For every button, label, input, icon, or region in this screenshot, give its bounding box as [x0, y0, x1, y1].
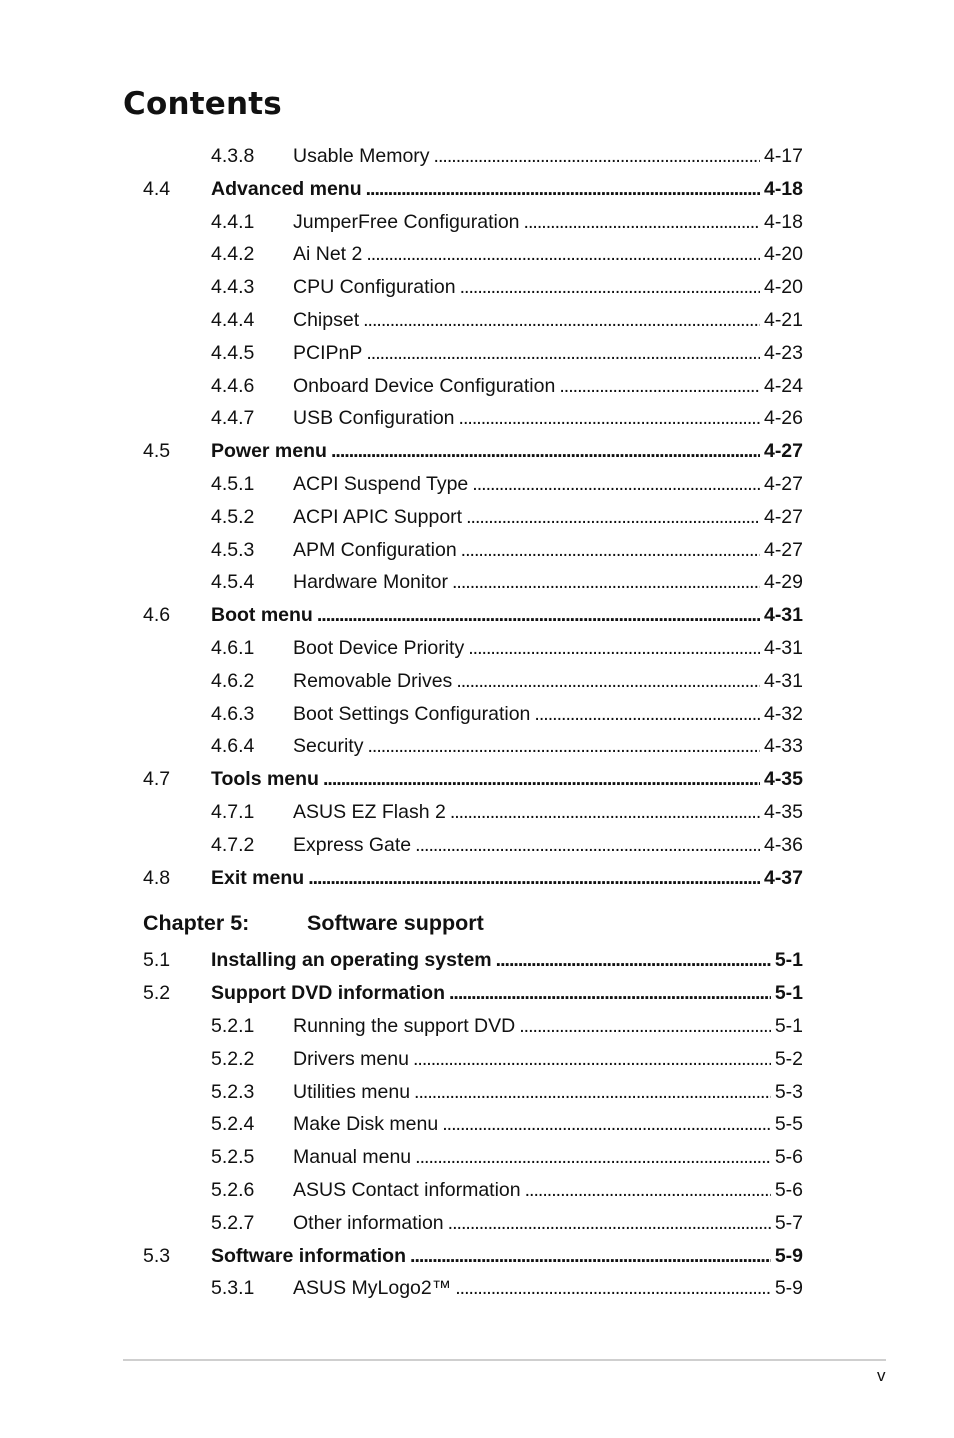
toc-entry-page: 4-31	[763, 669, 803, 692]
toc-section-entry[interactable]	[0, 1240, 954, 1273]
toc-entry-page: 4-35	[763, 800, 803, 823]
toc-dot-leader	[448, 1207, 771, 1240]
toc-entry-title: Hardware Monitor	[293, 571, 448, 594]
toc-entry-page: 4-26	[763, 407, 803, 430]
toc-entry-title: Running the support DVD	[293, 1014, 516, 1037]
toc-entry-number: 4.6.2	[211, 669, 255, 692]
toc-entry-title: Software information	[211, 1244, 407, 1267]
toc-dot-leader	[496, 944, 771, 977]
toc-entry-title: APM Configuration	[293, 538, 457, 561]
toc-entry-page: 5-7	[774, 1211, 803, 1234]
toc-entry-page: 4-37	[763, 866, 803, 889]
toc-dot-leader	[434, 140, 760, 173]
toc-entry-page: 4-23	[763, 341, 803, 364]
toc-entry-leader-line	[293, 501, 803, 534]
toc-entry-number: 4.6	[143, 604, 171, 627]
toc-entry-number: 4.7.2	[211, 833, 255, 856]
toc-entry-page: 4-17	[763, 145, 803, 167]
toc-subsection-entry[interactable]	[0, 829, 954, 862]
toc-entry-leader-line	[293, 370, 803, 403]
toc-dot-leader	[366, 173, 760, 206]
toc-dot-leader	[534, 698, 760, 731]
toc-dot-leader	[525, 1174, 771, 1207]
toc-entry-number: 4.4.7	[211, 407, 255, 430]
toc-entry-number: 5.3.1	[211, 1277, 255, 1300]
toc-subsection-entry[interactable]	[0, 304, 954, 337]
toc-dot-leader	[449, 977, 771, 1010]
toc-entry-title: Onboard Device Configuration	[293, 374, 556, 397]
toc-entry-number: 4.5.2	[211, 505, 255, 528]
toc-entry-title: Installing an operating system	[211, 949, 492, 972]
toc-entry-title: Exit menu	[211, 866, 305, 889]
toc-entry-number: 4.7.1	[211, 800, 255, 823]
toc-subsection-entry[interactable]	[0, 1174, 954, 1207]
toc-entry-leader-line	[293, 1141, 803, 1174]
toc-entry-leader-line	[293, 698, 803, 731]
toc-entry-leader-line	[293, 238, 803, 271]
toc-entry-leader-line	[293, 1174, 803, 1207]
toc-entry-leader-line	[293, 1207, 803, 1240]
toc-entry-title: JumperFree Configuration	[293, 210, 520, 233]
toc-subsection-entry[interactable]	[0, 632, 954, 665]
toc-entry-leader-line	[293, 730, 803, 763]
toc-section-entry[interactable]	[0, 977, 954, 1010]
toc-entry-number: 4.4.5	[211, 341, 255, 364]
toc-subsection-entry[interactable]	[0, 534, 954, 567]
toc-dot-leader	[366, 337, 760, 370]
toc-entry-number: 5.3	[143, 1244, 171, 1267]
toc-dot-leader	[413, 1043, 771, 1076]
toc-entry-title: ASUS MyLogo2™	[293, 1277, 452, 1300]
toc-entry-number: 4.6.3	[211, 702, 255, 725]
toc-dot-leader	[472, 468, 760, 501]
toc-entry-leader-line	[293, 534, 803, 567]
toc-entry-leader-line	[211, 435, 803, 468]
toc-entry-page: 5-1	[774, 1014, 803, 1037]
toc-entry-title: Ai Net 2	[293, 243, 363, 266]
toc-dot-leader	[366, 238, 760, 271]
toc-entry-title: Usable Memory	[293, 145, 430, 167]
toc-entry-title: ASUS Contact information	[293, 1178, 521, 1201]
toc-entry-page: 4-27	[763, 472, 803, 495]
table-of-contents	[0, 140, 954, 1305]
toc-dot-leader	[323, 763, 760, 796]
toc-entry-title: Support DVD information	[211, 982, 445, 1005]
toc-entry-number: 4.7	[143, 768, 171, 791]
toc-entry-title: Boot Settings Configuration	[293, 702, 531, 725]
toc-dot-leader	[308, 862, 760, 895]
toc-entry-page: 4-29	[763, 571, 803, 594]
toc-entry-page: 4-18	[763, 210, 803, 233]
toc-entry-page: 4-27	[763, 538, 803, 561]
toc-entry-page: 4-27	[763, 440, 803, 463]
toc-subsection-entry[interactable]	[0, 1043, 954, 1076]
toc-entry-page: 4-32	[763, 702, 803, 725]
toc-entry-title: Boot menu	[211, 604, 313, 627]
toc-dot-leader	[559, 370, 760, 403]
toc-dot-leader	[415, 1141, 771, 1174]
toc-entry-leader-line	[211, 1240, 803, 1273]
toc-subsection-entry[interactable]	[0, 698, 954, 731]
toc-entry-number: 4.4.2	[211, 243, 255, 266]
toc-subsection-entry[interactable]	[0, 501, 954, 534]
toc-entry-page: 4-31	[763, 604, 803, 627]
toc-dot-leader	[363, 304, 760, 337]
toc-dot-leader	[456, 665, 760, 698]
toc-entry-leader-line	[293, 1043, 803, 1076]
toc-entry-page: 5-1	[774, 949, 803, 972]
toc-entry-number: 4.6.4	[211, 735, 255, 758]
toc-entry-title: Drivers menu	[293, 1047, 409, 1070]
toc-dot-leader	[450, 796, 760, 829]
toc-entry-leader-line	[293, 468, 803, 501]
toc-dot-leader	[410, 1240, 771, 1273]
toc-entry-leader-line	[293, 566, 803, 599]
toc-subsection-entry[interactable]	[0, 402, 954, 435]
toc-subsection-entry[interactable]	[0, 370, 954, 403]
toc-dot-leader	[452, 566, 760, 599]
toc-entry-number: 4.5.1	[211, 472, 255, 495]
toc-entry-leader-line	[211, 862, 803, 895]
page-number: v	[877, 1366, 886, 1385]
toc-entry-leader-line	[211, 763, 803, 796]
toc-entry-title: ASUS EZ Flash 2	[293, 800, 446, 823]
toc-section-entry[interactable]	[0, 173, 954, 206]
toc-entry-number: 5.2.3	[211, 1080, 255, 1103]
toc-entry-page: 4-27	[763, 505, 803, 528]
toc-entry-leader-line	[293, 1272, 803, 1305]
toc-subsection-entry[interactable]	[0, 238, 954, 271]
toc-entry-leader-line	[293, 140, 803, 173]
toc-entry-leader-line	[211, 977, 803, 1010]
toc-entry-page: 5-9	[774, 1244, 803, 1267]
toc-entry-page: 5-3	[774, 1080, 803, 1103]
toc-entry-title: CPU Configuration	[293, 276, 456, 299]
toc-entry-title: PCIPnP	[293, 341, 363, 364]
toc-entry-page: 5-2	[774, 1047, 803, 1070]
toc-subsection-entry[interactable]	[0, 468, 954, 501]
toc-dot-leader	[460, 271, 760, 304]
toc-subsection-entry[interactable]	[0, 1010, 954, 1043]
toc-entry-page: 4-21	[763, 308, 803, 331]
toc-entry-leader-line	[293, 206, 803, 239]
toc-entry-number: 5.1	[143, 949, 171, 972]
toc-entry-title: Boot Device Priority	[293, 636, 465, 659]
chapter-name: Software support	[307, 911, 484, 936]
toc-entry-page: 4-24	[763, 374, 803, 397]
toc-subsection-entry[interactable]	[0, 1272, 954, 1305]
toc-entry-title: ACPI APIC Support	[293, 505, 463, 528]
toc-entry-title: Chipset	[293, 308, 360, 331]
toc-dot-leader	[519, 1010, 771, 1043]
toc-entry-title: Make Disk menu	[293, 1113, 439, 1136]
toc-entry-number: 4.4.1	[211, 210, 255, 233]
toc-subsection-entry[interactable]	[0, 730, 954, 763]
toc-dot-leader	[461, 534, 760, 567]
toc-entry-title: Manual menu	[293, 1146, 412, 1169]
toc-entry-page: 5-6	[774, 1146, 803, 1169]
toc-dot-leader	[466, 501, 760, 534]
toc-entry-leader-line	[211, 599, 803, 632]
toc-entry-page: 4-31	[763, 636, 803, 659]
chapter-heading	[0, 894, 954, 944]
toc-subsection-entry[interactable]	[0, 337, 954, 370]
toc-entry-leader-line	[293, 1108, 803, 1141]
toc-dot-leader	[459, 402, 760, 435]
toc-entry-page: 4-33	[763, 735, 803, 758]
toc-dot-leader	[317, 599, 760, 632]
toc-entry-number: 4.8	[143, 866, 171, 889]
toc-dot-leader	[524, 206, 760, 239]
toc-entry-page: 5-6	[774, 1178, 803, 1201]
toc-entry-page: 5-9	[774, 1277, 803, 1300]
toc-entry-number: 5.2.6	[211, 1178, 255, 1201]
toc-dot-leader	[468, 632, 760, 665]
toc-subsection-entry[interactable]	[0, 1076, 954, 1109]
toc-entry-page: 4-36	[763, 833, 803, 856]
toc-entry-number: 5.2.7	[211, 1211, 255, 1234]
toc-entry-leader-line	[293, 665, 803, 698]
toc-entry-number: 5.2.4	[211, 1113, 255, 1136]
toc-section-entry[interactable]	[0, 944, 954, 977]
toc-entry-leader-line	[293, 304, 803, 337]
toc-entry-number: 4.5	[143, 440, 171, 463]
toc-entry-number: 4.4	[143, 177, 171, 200]
toc-subsection-entry[interactable]	[0, 271, 954, 304]
toc-entry-title: USB Configuration	[293, 407, 455, 430]
toc-part-chapter4	[0, 140, 954, 894]
toc-entry-leader-line	[293, 796, 803, 829]
toc-subsection-entry[interactable]	[0, 566, 954, 599]
toc-entry-number: 4.5.3	[211, 538, 255, 561]
toc-subsection-entry[interactable]	[0, 140, 954, 173]
toc-entry-number: 4.4.6	[211, 374, 255, 397]
toc-entry-title: Security	[293, 735, 364, 758]
toc-subsection-entry[interactable]	[0, 1207, 954, 1240]
toc-entry-number: 5.2.1	[211, 1014, 255, 1037]
toc-entry-page: 4-20	[763, 243, 803, 266]
toc-entry-title: ACPI Suspend Type	[293, 472, 469, 495]
toc-entry-leader-line	[293, 1076, 803, 1109]
toc-subsection-entry[interactable]	[0, 796, 954, 829]
toc-entry-title: Removable Drives	[293, 669, 453, 692]
toc-section-entry[interactable]	[0, 763, 954, 796]
toc-section-entry[interactable]	[0, 862, 954, 895]
toc-entry-page: 4-20	[763, 276, 803, 299]
toc-entry-title: Utilities menu	[293, 1080, 411, 1103]
toc-entry-number: 5.2.5	[211, 1146, 255, 1169]
footer-rule	[123, 1359, 886, 1361]
toc-dot-leader	[442, 1108, 771, 1141]
toc-entry-page: 5-5	[774, 1113, 803, 1136]
toc-part-chapter5	[0, 944, 954, 1305]
toc-entry-leader-line	[293, 829, 803, 862]
toc-subsection-entry[interactable]	[0, 665, 954, 698]
toc-entry-number: 4.3.8	[211, 145, 255, 167]
toc-entry-leader-line	[293, 271, 803, 304]
toc-entry-number: 4.5.4	[211, 571, 255, 594]
toc-subsection-entry[interactable]	[0, 1108, 954, 1141]
toc-entry-page: 4-35	[763, 768, 803, 791]
toc-subsection-entry[interactable]	[0, 1141, 954, 1174]
toc-entry-number: 4.6.1	[211, 636, 255, 659]
toc-dot-leader	[331, 435, 760, 468]
toc-entry-leader-line	[211, 173, 803, 206]
toc-entry-number: 4.4.3	[211, 276, 255, 299]
toc-entry-number: 5.2.2	[211, 1047, 255, 1070]
chapter-label: Chapter 5:	[143, 911, 250, 936]
toc-section-entry[interactable]	[0, 435, 954, 468]
toc-dot-leader	[455, 1272, 771, 1305]
toc-entry-leader-line	[211, 944, 803, 977]
toc-entry-leader-line	[293, 632, 803, 665]
toc-entry-page: 5-1	[774, 982, 803, 1005]
toc-dot-leader	[367, 730, 760, 763]
toc-entry-leader-line	[293, 402, 803, 435]
toc-section-entry[interactable]	[0, 599, 954, 632]
toc-entry-title: Other information	[293, 1211, 444, 1234]
toc-entry-leader-line	[293, 337, 803, 370]
toc-subsection-entry[interactable]	[0, 206, 954, 239]
toc-entry-page: 4-18	[763, 177, 803, 200]
toc-entry-title: Express Gate	[293, 833, 412, 856]
toc-entry-title: Power menu	[211, 440, 327, 463]
toc-dot-leader	[415, 829, 760, 862]
toc-entry-title: Tools menu	[211, 768, 319, 791]
toc-entry-number: 5.2	[143, 982, 171, 1005]
toc-entry-number: 4.4.4	[211, 308, 255, 331]
toc-dot-leader	[414, 1076, 771, 1109]
toc-entry-title: Advanced menu	[211, 177, 362, 200]
page-title: Contents	[123, 86, 282, 122]
toc-entry-leader-line	[293, 1010, 803, 1043]
